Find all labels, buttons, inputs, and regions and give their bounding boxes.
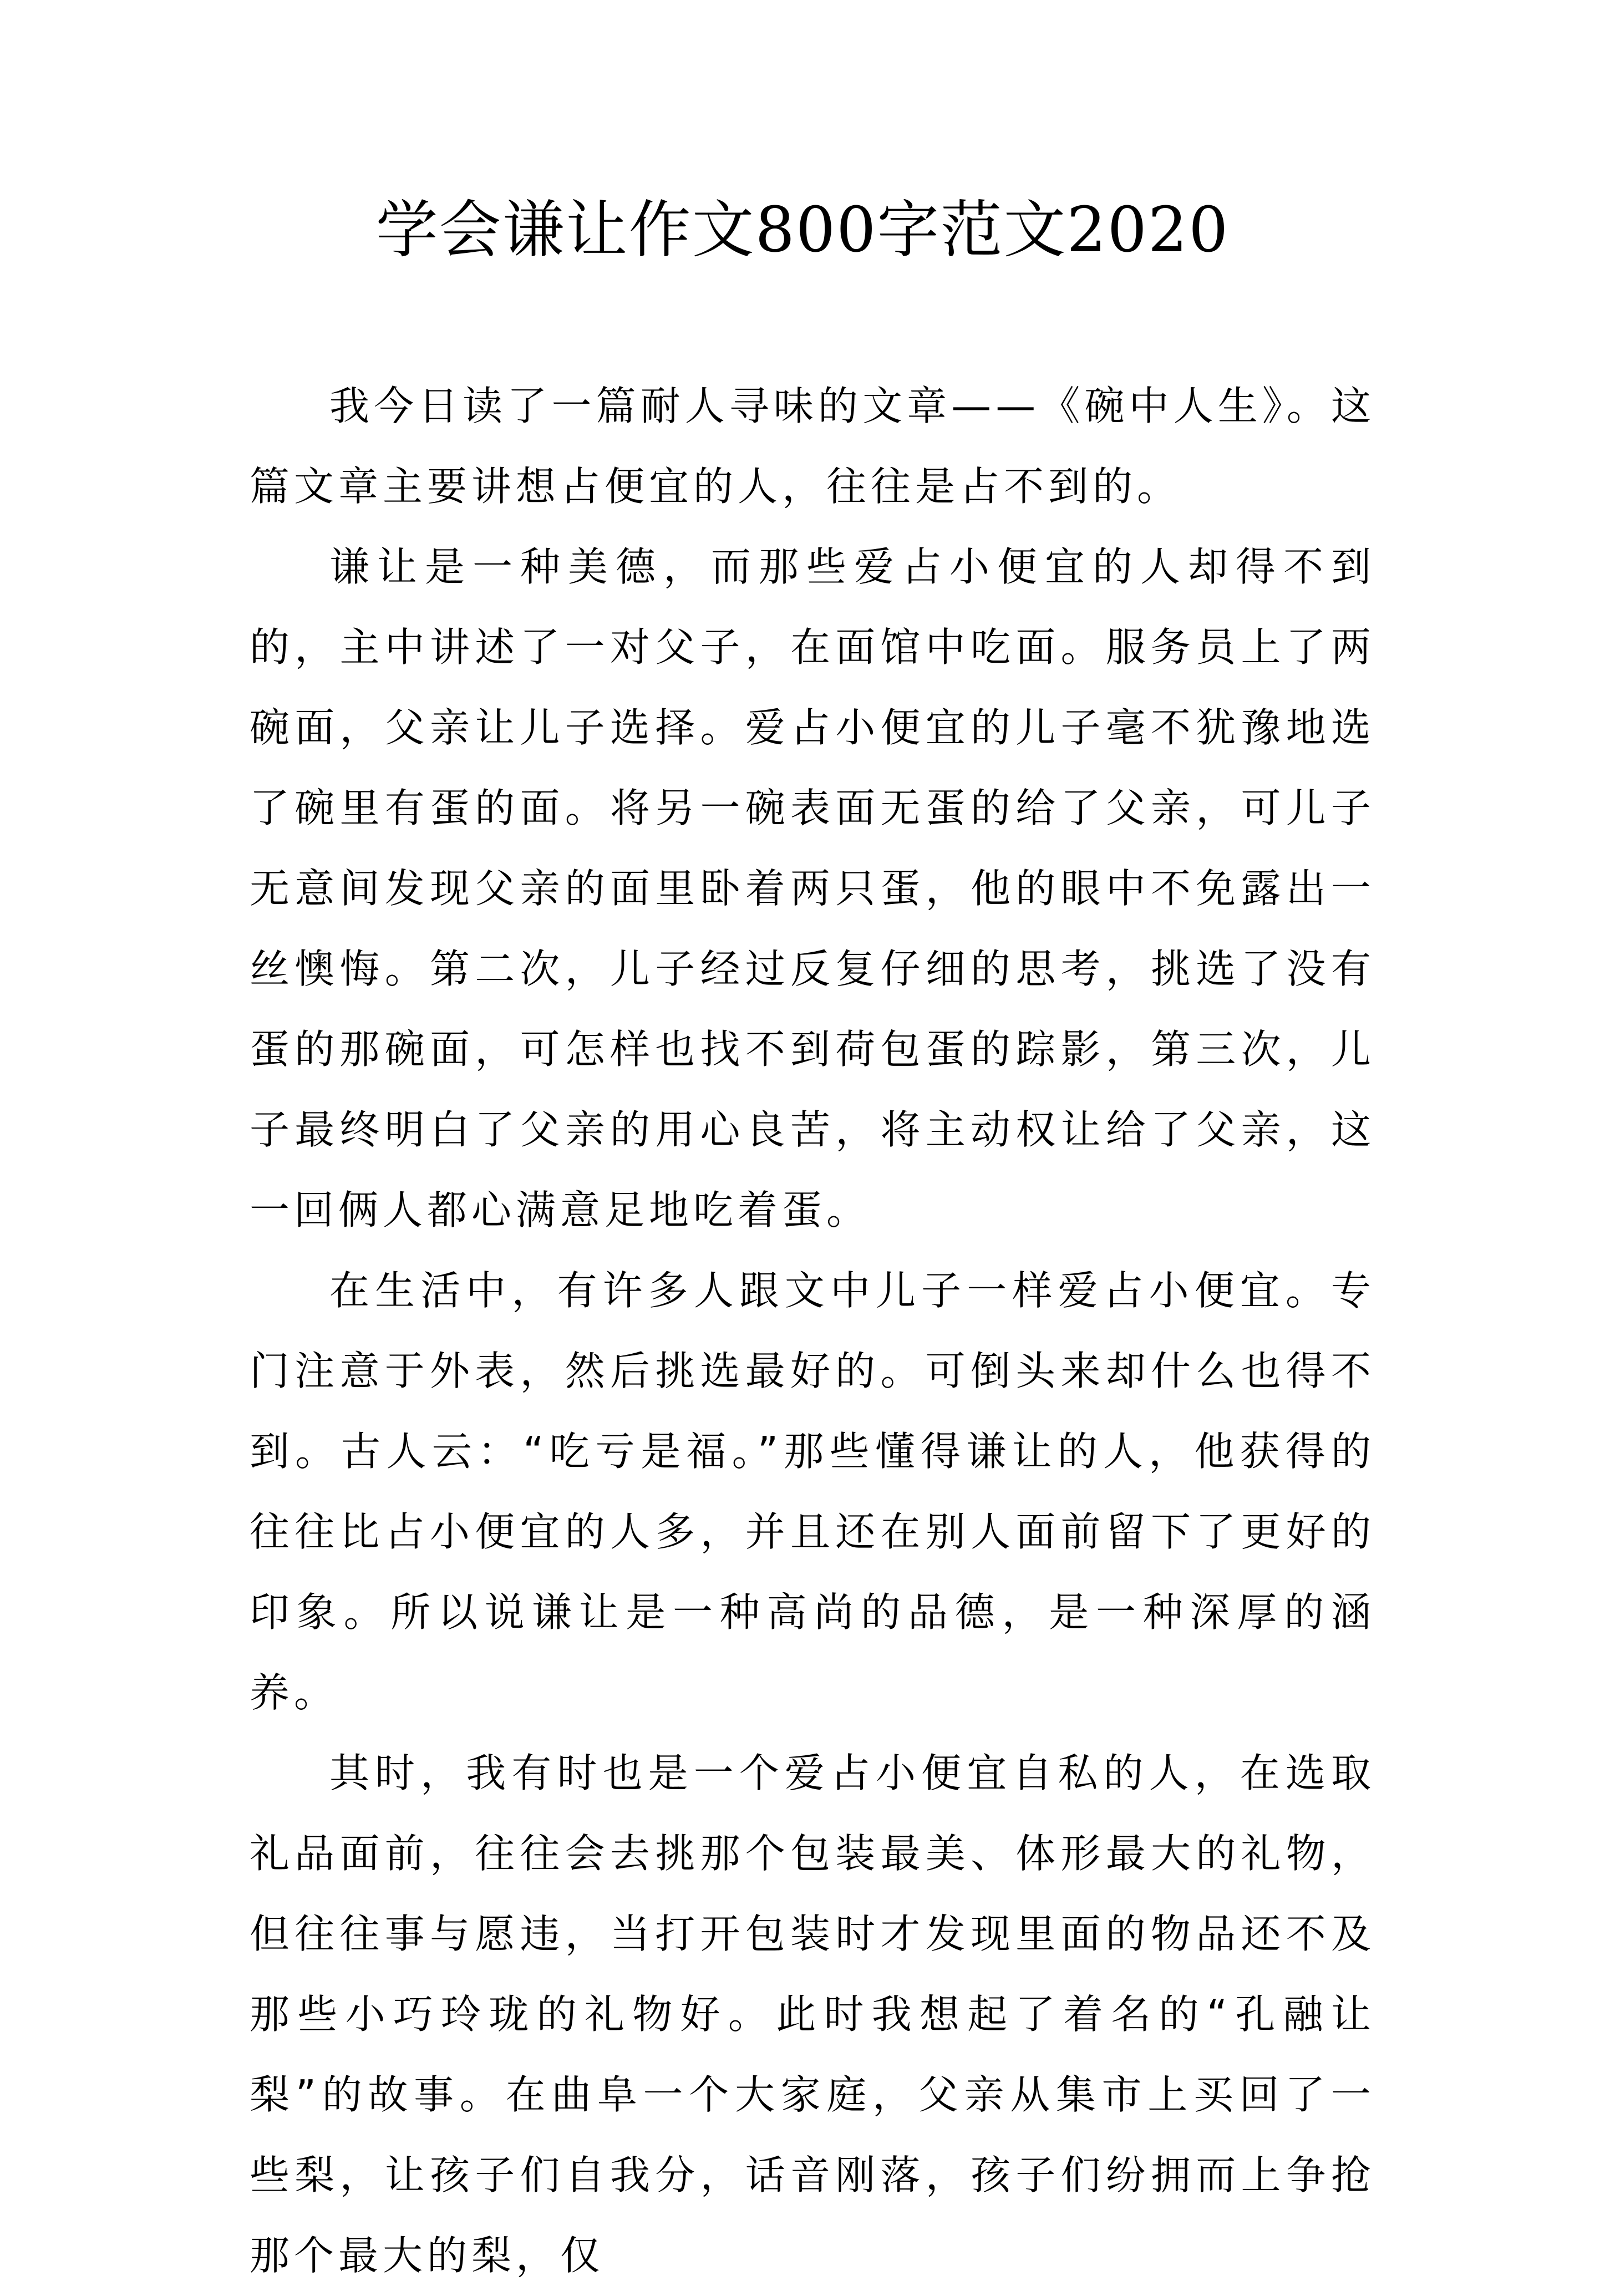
paragraph-1: 我今日读了一篇耐人寻味的文章——《碗中人生》。这篇文章主要讲想占便宜的人，往往是占不到的。 bbox=[250, 383, 1375, 510]
paragraph-4: 其时，我有时也是一个爱占小便宜自私的人，在选取礼品面前，往往会去挑那个包装最美、体形最大的礼物，但往往事与愿违，当打开包装时才发现里面的物品还不及那些小巧玲珑的礼物好。此时我想起了着名的“孔融让梨”的故事。在曲阜一个大家庭，父亲从集市上买回了一些梨，让孩子们自我分，话音刚落，孩子们纷拥而上争抢那个最大的梨，仅 bbox=[250, 1750, 1375, 2279]
document-title: 学会谦让作文800字范文2020 bbox=[375, 194, 1230, 266]
paragraph-2: 谦让是一种美德，而那些爱占小便宜的人却得不到的，主中讲述了一对父子，在面馆中吃面。服务员上了两碗面，父亲让儿子选择。爱占小便宜的儿子毫不犹豫地选了碗里有蛋的面。将另一碗表面无蛋的给了父亲，可儿子无意间发现父亲的面里卧着两只蛋，他的眼中不免露出一丝懊悔。第二次，儿子经过反复仔细的思考，挑选了没有蛋的那碗面，可怎样也找不到荷包蛋的踪影，第三次，儿子最终明白了父亲的用心良苦，将主动权让给了父亲，这一回俩人都心满意足地吃着蛋。 bbox=[250, 543, 1375, 1233]
document-body bbox=[250, 366, 1375, 2296]
paragraph-3: 在生活中，有许多人跟文中儿子一样爱占小便宜。专门注意于外表，然后挑选最好的。可倒头来却什么也得不到。古人云：“吃亏是福。”那些懂得谦让的人，他获得的往往比占小便宜的人多，并且还在别人面前留下了更好的印象。所以说谦让是一种高尚的品德，是一种深厚的涵养。 bbox=[250, 1267, 1375, 1716]
